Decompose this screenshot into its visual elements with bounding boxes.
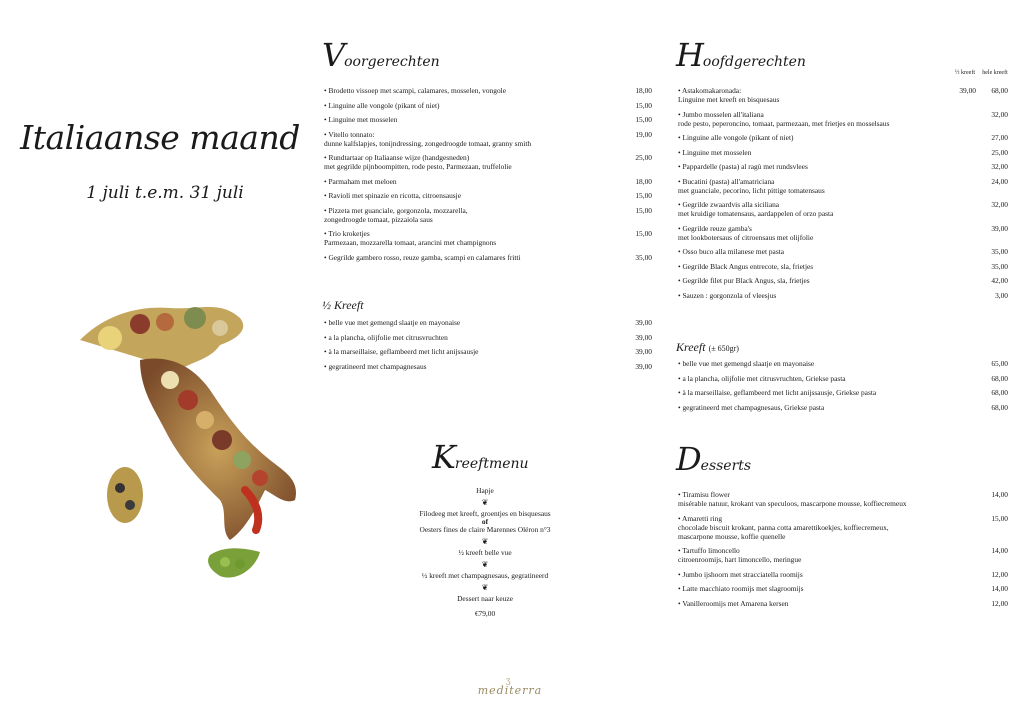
bullet-icon: • bbox=[324, 347, 329, 356]
leaf-icon: ❦ bbox=[481, 560, 489, 569]
kreeft-list bbox=[676, 359, 1008, 417]
bullet-icon: • bbox=[324, 191, 329, 200]
date-range: 1 juli t.e.m. 31 juli bbox=[86, 183, 244, 203]
menu-item bbox=[676, 148, 1008, 157]
dish-name: Sauzen : gorgonzola of vleesjus bbox=[682, 290, 777, 300]
dish-name: gegratineerd met champagnesaus, Griekse pasta bbox=[682, 402, 825, 412]
course-hapje: Hapje bbox=[476, 486, 494, 495]
menu-item-text bbox=[676, 224, 813, 242]
price-cell: 15,00 bbox=[635, 100, 652, 110]
kreeftmenu-courses bbox=[370, 486, 600, 621]
dish-name: Parmaham met meloen bbox=[328, 176, 397, 186]
bullet-icon: • bbox=[324, 100, 329, 110]
bullet-icon: • bbox=[678, 388, 683, 397]
price-cell bbox=[944, 86, 1008, 104]
menu-item-text bbox=[676, 374, 846, 383]
menu-item-text bbox=[322, 347, 478, 356]
bullet-icon: • bbox=[324, 205, 329, 215]
bullet-icon: • bbox=[678, 86, 683, 95]
price-cell: 39,00 bbox=[635, 332, 652, 342]
half-kreeft-title: ½ Kreeft bbox=[322, 298, 364, 312]
dish-description: misérable natuur, krokant van speculoos, mascarpone mousse, koffiecremeux bbox=[678, 499, 907, 508]
menu-item-text bbox=[676, 276, 810, 285]
menu-item-text bbox=[322, 177, 397, 186]
menu-item-text bbox=[676, 148, 751, 157]
menu-item-text bbox=[676, 133, 793, 142]
menu-item-text bbox=[676, 177, 825, 195]
menu-item-text bbox=[676, 247, 784, 256]
menu-item-text bbox=[322, 318, 460, 327]
bullet-icon: • bbox=[324, 229, 329, 238]
dish-description: citroenroomijs, hart limoncello, meringue bbox=[678, 555, 802, 564]
menu-item-text bbox=[676, 359, 814, 368]
price: 68,00 bbox=[991, 86, 1008, 95]
menu-item bbox=[322, 191, 652, 200]
bullet-icon: • bbox=[324, 129, 329, 139]
price-cell: 39,00 bbox=[635, 361, 652, 371]
dish-description: Parmezaan, mozzarella tomaat, arancini met champignons bbox=[324, 238, 497, 247]
dish-name: Amaretti ring bbox=[682, 513, 723, 523]
dish-name: Brodetto vissoep met scampi, calamares, mosselen, vongole bbox=[328, 86, 506, 95]
menu-item bbox=[676, 599, 1008, 608]
course-oesters: Oesters fines de claire Marennes Oléron n°3 bbox=[419, 525, 551, 534]
price-cell: 35,00 bbox=[635, 252, 652, 262]
menu-item-text bbox=[322, 206, 468, 224]
dish-description: met guanciale, pecorino, licht pittige tomatensaus bbox=[678, 185, 825, 195]
dish-description: rode pesto, peperoncino, tomaat, parmezaan, met frietjes en mosselsaus bbox=[678, 118, 890, 128]
dish-name: belle vue met gemengd slaatje en mayonaise bbox=[328, 318, 461, 327]
kreeftmenu-price: €79,00 bbox=[474, 609, 496, 618]
bullet-icon: • bbox=[324, 361, 329, 371]
menu-item bbox=[322, 347, 652, 356]
price-cell: 15,00 bbox=[635, 115, 652, 124]
menu-item bbox=[676, 86, 1008, 104]
price-cell bbox=[944, 276, 1008, 285]
menu-item bbox=[322, 101, 652, 110]
bullet-icon: • bbox=[678, 513, 683, 523]
bullet-icon: • bbox=[678, 109, 683, 119]
price-half-kreeft: 39,00 bbox=[959, 86, 976, 95]
menu-item bbox=[676, 110, 1008, 128]
price-cell: 18,00 bbox=[635, 86, 652, 95]
menu-item-text bbox=[676, 200, 833, 218]
bullet-icon: • bbox=[678, 373, 683, 383]
dish-name: Astakomakaronada: bbox=[682, 86, 742, 95]
bullet-icon: • bbox=[678, 261, 683, 271]
menu-item-text bbox=[322, 153, 512, 171]
price-cell bbox=[944, 177, 1008, 195]
dish-description: mascarpone mousse, koffie quenelle bbox=[678, 531, 786, 541]
bullet-icon: • bbox=[678, 147, 683, 157]
bullet-icon: • bbox=[324, 115, 329, 124]
price: 35,00 bbox=[991, 261, 1008, 271]
menu-item-text bbox=[322, 101, 439, 110]
course-filodeeg: Filodeeg met kreeft, groentjes en bisquesaus bbox=[419, 509, 551, 518]
price: 3,00 bbox=[995, 290, 1008, 300]
price: 27,00 bbox=[991, 133, 1008, 142]
price-cell bbox=[944, 110, 1008, 128]
menu-item bbox=[676, 490, 1008, 508]
menu-item-text bbox=[322, 191, 461, 200]
dish-name: Gegrilde zwaardvis alla siciliana bbox=[682, 200, 780, 209]
bullet-icon: • bbox=[678, 133, 683, 142]
dish-name: Gegrilde filet pur Black Angus, sla, frietjes bbox=[682, 276, 810, 285]
price-cell: 14,00 bbox=[991, 490, 1008, 499]
price-cell: 15,00 bbox=[635, 205, 652, 215]
kreeft-title: Kreeft (± 650gr) bbox=[676, 340, 739, 354]
menu-item bbox=[322, 177, 652, 186]
menu-item bbox=[676, 224, 1008, 242]
course-champagne: ½ kreeft met champagnesaus, gegratineerd bbox=[421, 571, 549, 580]
bullet-icon: • bbox=[678, 598, 683, 608]
menu-item-text bbox=[676, 162, 808, 171]
price-cell: 68,00 bbox=[991, 402, 1008, 412]
voorgerechten-title: Voorgerechten bbox=[322, 36, 440, 74]
menu-item-text bbox=[676, 291, 776, 300]
dish-name: Latte macchiato roomijs met slagroomijs bbox=[682, 584, 804, 593]
italy-food-illustration bbox=[70, 300, 340, 600]
dish-name: Jumbo mosselen all'italiana bbox=[682, 109, 764, 119]
dish-name: à la marseillaise, geflambeerd met licht anijssausje bbox=[328, 347, 479, 356]
menu-item-text bbox=[322, 333, 448, 342]
desserts-title: Desserts bbox=[676, 440, 752, 478]
dish-name: Gegrilde Black Angus entrecote, sla, frietjes bbox=[682, 261, 814, 271]
kreeftmenu-title: Kreeftmenu bbox=[432, 438, 529, 476]
price-cell bbox=[944, 247, 1008, 256]
column-hele-kreeft: hele kreeft bbox=[982, 70, 1008, 76]
price-cell: 68,00 bbox=[991, 373, 1008, 383]
price-cell: 12,00 bbox=[991, 598, 1008, 608]
dish-description: dunne kalfslapjes, tonijndressing, zongedroogde tomaat, granny smith bbox=[324, 138, 532, 148]
menu-item bbox=[676, 247, 1008, 256]
menu-item bbox=[322, 206, 652, 224]
menu-item-text bbox=[676, 584, 804, 593]
bullet-icon: • bbox=[324, 252, 329, 262]
menu-item-text bbox=[676, 86, 779, 104]
price-cell: 39,00 bbox=[635, 318, 652, 327]
bullet-icon: • bbox=[678, 490, 683, 499]
dish-description: chocolade biscuit krokant, panna cotta amarettikoekjes, koffiecremeux, bbox=[678, 522, 889, 532]
leaf-icon: ❦ bbox=[481, 498, 489, 507]
menu-item-text bbox=[322, 130, 531, 148]
price-cell: 14,00 bbox=[991, 584, 1008, 593]
menu-item bbox=[676, 133, 1008, 142]
dish-name: Pizzeta met guanciale, gorgonzola, mozzarella, bbox=[328, 205, 468, 215]
menu-item-text bbox=[676, 388, 876, 397]
bullet-icon: • bbox=[324, 176, 329, 186]
menu-item bbox=[676, 403, 1008, 412]
bullet-icon: • bbox=[324, 332, 329, 342]
bullet-icon: • bbox=[678, 200, 683, 209]
bullet-icon: • bbox=[324, 318, 329, 327]
dish-name: Linguine alle vongole (pikant of niet) bbox=[328, 100, 440, 110]
price: 42,00 bbox=[991, 276, 1008, 285]
price-cell: 12,00 bbox=[991, 569, 1008, 579]
price-cell: 25,00 bbox=[635, 153, 652, 162]
bullet-icon: • bbox=[678, 176, 683, 186]
menu-item-text bbox=[676, 403, 824, 412]
price-cell bbox=[944, 291, 1008, 300]
dish-name: a la plancha, olijfolie met citrusvruchten bbox=[328, 332, 448, 342]
price: 24,00 bbox=[991, 176, 1008, 186]
price: 32,00 bbox=[991, 200, 1008, 209]
price-cell: 15,00 bbox=[635, 191, 652, 200]
menu-item-text bbox=[322, 86, 506, 95]
price: 35,00 bbox=[991, 247, 1008, 256]
price-cell: 65,00 bbox=[991, 359, 1008, 368]
dish-name: Pappardelle (pasta) al ragù met rundsvlees bbox=[682, 162, 808, 171]
menu-item bbox=[676, 276, 1008, 285]
dish-name: Rundtartaar op Italiaanse wijze (handgesneden) bbox=[328, 153, 470, 162]
dish-name: Trio kroketjes bbox=[328, 229, 370, 238]
dish-name: belle vue met gemengd slaatje en mayonaise bbox=[682, 359, 815, 368]
bullet-icon: • bbox=[678, 402, 683, 412]
price-cell bbox=[944, 200, 1008, 218]
dish-name: Osso buco alla milanese met pasta bbox=[682, 247, 785, 256]
menu-item bbox=[676, 177, 1008, 195]
menu-item bbox=[676, 388, 1008, 397]
leaf-icon: ❦ bbox=[481, 537, 489, 546]
dish-name: gegratineerd met champagnesaus bbox=[328, 361, 427, 371]
dish-description: zongedroogde tomaat, pizzaiola saus bbox=[324, 214, 433, 224]
dish-name: Tiramisu flower bbox=[682, 490, 730, 499]
menu-item-text bbox=[676, 570, 803, 579]
price-cell: 18,00 bbox=[635, 176, 652, 186]
dish-description: met lookbotersaus of citroensaus met olijfolie bbox=[678, 232, 814, 242]
dish-name: a la plancha, olijfolie met citrusvruchten, Griekse pasta bbox=[682, 373, 846, 383]
dish-name: à la marseillaise, geflambeerd met licht anijssausje, Griekse pasta bbox=[682, 388, 877, 397]
price: 39,00 bbox=[991, 223, 1008, 233]
dish-description: Linguine met kreeft en bisquesaus bbox=[678, 95, 780, 104]
menu-item bbox=[676, 291, 1008, 300]
dish-name: Linguine met mosselen bbox=[328, 115, 398, 124]
menu-item bbox=[322, 153, 652, 171]
menu-item bbox=[676, 570, 1008, 579]
price-cell: 15,00 bbox=[635, 229, 652, 238]
bullet-icon: • bbox=[678, 584, 683, 593]
bullet-icon: • bbox=[324, 153, 329, 162]
menu-item bbox=[676, 359, 1008, 368]
page-title: Italiaanse maand bbox=[20, 118, 300, 157]
menu-item-text bbox=[676, 599, 788, 608]
menu-item bbox=[322, 229, 652, 247]
bullet-icon: • bbox=[678, 290, 683, 300]
hoofdgerechten-list bbox=[676, 86, 1008, 305]
half-kreeft-list bbox=[322, 318, 652, 376]
menu-item bbox=[322, 115, 652, 124]
menu-item-text bbox=[676, 490, 907, 508]
price: 32,00 bbox=[991, 109, 1008, 119]
menu-item bbox=[322, 362, 652, 371]
restaurant-logo: mediterra bbox=[477, 684, 543, 697]
dish-name: Linguine met mosselen bbox=[682, 147, 752, 157]
dish-name: Vanilleroomijs met Amarena kersen bbox=[682, 598, 789, 608]
course-dessert: Dessert naar keuze bbox=[457, 594, 513, 603]
price-cell: 39,00 bbox=[635, 347, 652, 356]
price-cell bbox=[944, 148, 1008, 157]
menu-item bbox=[322, 253, 652, 262]
menu-item-text bbox=[322, 362, 427, 371]
price-cell: 68,00 bbox=[991, 388, 1008, 397]
bullet-icon: • bbox=[678, 569, 683, 579]
dish-name: Bucatini (pasta) all'amatriciana bbox=[682, 176, 775, 186]
leaf-icon: ❦ bbox=[481, 583, 489, 592]
price-cell bbox=[944, 262, 1008, 271]
menu-item bbox=[676, 514, 1008, 541]
bullet-icon: • bbox=[324, 86, 329, 95]
menu-item-text bbox=[322, 229, 496, 247]
dish-name: Tartuffo limoncello bbox=[682, 546, 740, 555]
menu-item bbox=[322, 130, 652, 148]
dish-name: Gegrilde reuze gamba's bbox=[682, 223, 752, 233]
dish-name: Jumbo ijshoorn met stracciatella roomijs bbox=[682, 569, 803, 579]
course-belle-vue: ½ kreeft belle vue bbox=[458, 548, 512, 557]
menu-item-text bbox=[676, 262, 813, 271]
bullet-icon: • bbox=[678, 162, 683, 171]
menu-item bbox=[676, 584, 1008, 593]
menu-item bbox=[676, 374, 1008, 383]
menu-item bbox=[322, 318, 652, 327]
price-cell bbox=[944, 162, 1008, 171]
bullet-icon: • bbox=[678, 276, 683, 285]
menu-item bbox=[322, 86, 652, 95]
price-cell bbox=[944, 133, 1008, 142]
column-half-kreeft: ½ kreeft bbox=[955, 70, 975, 76]
bullet-icon: • bbox=[678, 223, 683, 233]
dish-description: met gegrilde pijnboompitten, rode pesto, Parmezaan, truffelolie bbox=[324, 162, 512, 171]
voorgerechten-list bbox=[322, 86, 652, 267]
price: 32,00 bbox=[991, 162, 1008, 171]
dish-name: Vitello tonnato: bbox=[328, 129, 375, 139]
bullet-icon: • bbox=[678, 247, 683, 256]
course-or: of bbox=[481, 517, 489, 526]
dish-name: Linguine alle vongole (pikant of niet) bbox=[682, 133, 794, 142]
menu-item-text bbox=[322, 115, 397, 124]
menu-item-text bbox=[676, 546, 801, 564]
bullet-icon: • bbox=[678, 359, 683, 368]
menu-item bbox=[676, 200, 1008, 218]
logo-swirl-icon: ʒ bbox=[506, 676, 511, 685]
menu-item bbox=[676, 162, 1008, 171]
hoofdgerechten-title: Hoofdgerechten bbox=[676, 36, 806, 74]
dish-name: Gegrilde gambero rosso, reuze gamba, scampi en calamares fritti bbox=[328, 252, 521, 262]
price: 25,00 bbox=[991, 147, 1008, 157]
menu-item-text bbox=[676, 514, 889, 541]
price-cell: 19,00 bbox=[635, 129, 652, 139]
menu-item bbox=[676, 546, 1008, 564]
menu-item bbox=[322, 333, 652, 342]
dish-name: Ravioli met spinazie en ricotta, citroensausje bbox=[328, 191, 462, 200]
menu-item-text bbox=[322, 253, 521, 262]
bullet-icon: • bbox=[678, 546, 683, 555]
menu-item-text bbox=[676, 110, 889, 128]
desserts-list bbox=[676, 490, 1008, 613]
price-cell bbox=[944, 224, 1008, 242]
price-cell: 15,00 bbox=[991, 513, 1008, 523]
price-cell: 14,00 bbox=[991, 546, 1008, 555]
menu-item bbox=[676, 262, 1008, 271]
dish-description: met kruidige tomatensaus, aardappelen of orzo pasta bbox=[678, 209, 834, 218]
